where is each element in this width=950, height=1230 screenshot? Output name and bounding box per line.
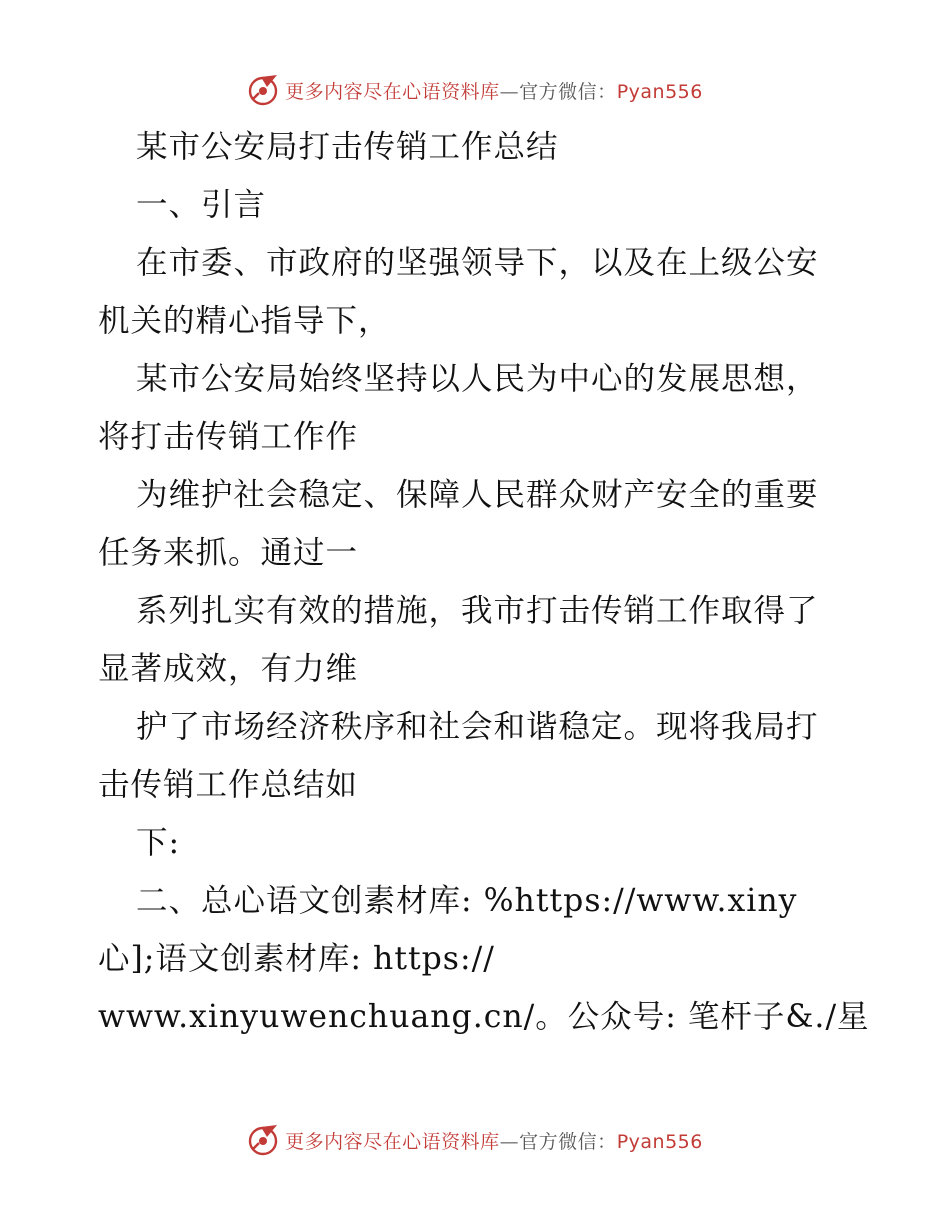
section-heading-summary: 二、总心语文创素材库: %https://www.xiny: [136, 883, 798, 919]
paragraph-line: 在市委、市政府的坚强领导下，以及在上级公安: [136, 245, 819, 281]
document-body: [98, 118, 870, 1046]
paragraph-line: 将打击传销工作作: [98, 419, 359, 455]
header-banner: [0, 68, 950, 112]
banner-dash: —: [499, 80, 520, 103]
banner-main-text: 更多内容尽在心语资料库: [285, 1130, 500, 1153]
paragraph-line: 下:: [136, 825, 181, 861]
doc-title: 某市公安局打击传销工作总结: [136, 129, 559, 165]
banner-wechat-id: Pyan556: [616, 80, 703, 103]
paragraph-line: 系列扎实有效的措施，我市打击传销工作取得了: [136, 593, 819, 629]
section-heading-intro: 一、引言: [136, 187, 267, 223]
banner-official-label: 官方微信：: [519, 80, 617, 103]
paragraph-line: www.xinyuwenchuang.cn/。公众号: 笔杆子&./星: [98, 999, 870, 1035]
banner-dash: —: [499, 1130, 520, 1153]
paragraph-line: 击传销工作总结如: [98, 767, 359, 803]
pen-logo-icon: [247, 1123, 281, 1157]
paragraph-line: 任务来抓。通过一: [98, 535, 359, 571]
banner-wechat-id: Pyan556: [616, 1130, 703, 1153]
footer-banner: [0, 1118, 950, 1162]
paragraph-line: 某市公安局始终坚持以人民为中心的发展思想，: [136, 361, 819, 397]
paragraph-line: 为维护社会稳定、保障人民群众财产安全的重要: [136, 477, 819, 513]
paragraph-line: 心];语文创素材库: https://: [98, 941, 495, 977]
paragraph-line: 显著成效，有力维: [98, 651, 359, 687]
pen-logo-icon: [247, 73, 281, 107]
banner-official-label: 官方微信：: [519, 1130, 617, 1153]
paragraph-line: 机关的精心指导下，: [98, 303, 391, 339]
banner-text: [285, 1127, 703, 1154]
banner-main-text: 更多内容尽在心语资料库: [285, 80, 500, 103]
paragraph-line: 护了市场经济秩序和社会和谐稳定。现将我局打: [136, 709, 819, 745]
banner-text: [285, 77, 703, 104]
